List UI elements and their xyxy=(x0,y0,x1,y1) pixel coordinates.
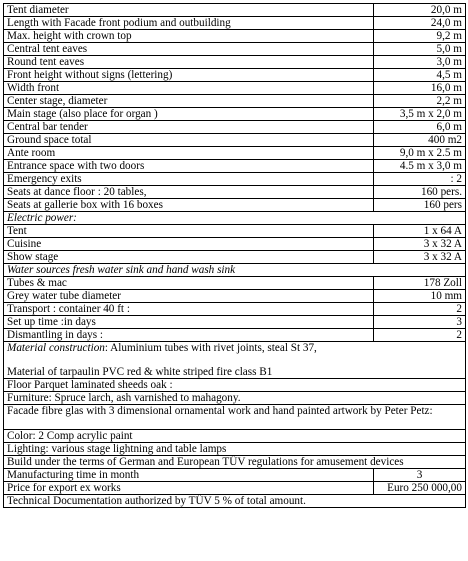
spec-row xyxy=(4,134,466,147)
price-value: Euro 250 000,00 xyxy=(374,482,466,495)
spec-label: Width front xyxy=(4,82,374,95)
spec-row xyxy=(4,17,466,30)
spec-value: 9,2 m xyxy=(374,30,466,43)
electric-row xyxy=(4,238,466,251)
documentation-note: Technical Documentation authorized by TÜV 5 % of total amount. xyxy=(4,495,466,508)
water-rows xyxy=(4,277,466,342)
lighting-note: Lighting: various stage lightning and table lamps xyxy=(4,443,466,456)
water-section xyxy=(4,264,466,277)
spec-value: 24,0 m xyxy=(374,17,466,30)
spec-label: Ground space total xyxy=(4,134,374,147)
spec-value: 3,0 m xyxy=(374,56,466,69)
main-rows xyxy=(4,4,466,212)
spec-value: 400 m2 xyxy=(374,134,466,147)
water-label: Dismantling in days : xyxy=(4,329,374,342)
electric-row xyxy=(4,251,466,264)
spec-label: Emergency exits xyxy=(4,173,374,186)
electric-heading: Electric power: xyxy=(4,212,466,225)
water-label: Set up time :in days xyxy=(4,316,374,329)
spec-label: Central tent eaves xyxy=(4,43,374,56)
material-construction-heading: Material construction xyxy=(7,342,105,354)
floor-note: Floor Parquet laminated sheeds oak : xyxy=(4,379,466,392)
spec-row xyxy=(4,82,466,95)
spec-label: Round tent eaves xyxy=(4,56,374,69)
spec-sheet xyxy=(3,3,465,508)
price-label: Price for export ex works xyxy=(4,482,374,495)
spec-row xyxy=(4,186,466,199)
material-cell xyxy=(4,342,466,379)
manufacturing-row xyxy=(4,469,466,482)
electric-label: Show stage xyxy=(4,251,374,264)
spec-value: 4.5 m x 3,0 m xyxy=(374,160,466,173)
water-value: 10 mm xyxy=(374,290,466,303)
spec-row xyxy=(4,160,466,173)
spec-row xyxy=(4,173,466,186)
spec-label: Central bar tender xyxy=(4,121,374,134)
spec-value: 2,2 m xyxy=(374,95,466,108)
water-row xyxy=(4,303,466,316)
water-value: 3 xyxy=(374,316,466,329)
spec-label: Tent diameter xyxy=(4,4,374,17)
electric-value: 3 x 32 A xyxy=(374,238,466,251)
spec-row xyxy=(4,69,466,82)
spec-label: Max. height with crown top xyxy=(4,30,374,43)
spec-row xyxy=(4,30,466,43)
spec-row xyxy=(4,108,466,121)
electric-row xyxy=(4,225,466,238)
water-row xyxy=(4,329,466,342)
build-note: Build under the terms of German and European TÜV regulations for amusement devices xyxy=(4,456,466,469)
spec-table xyxy=(3,3,466,508)
water-label: Grey water tube diameter xyxy=(4,290,374,303)
spec-row xyxy=(4,121,466,134)
spec-value: 160 pers xyxy=(374,199,466,212)
water-row xyxy=(4,277,466,290)
color-note: Color: 2 Comp acrylic paint xyxy=(4,430,466,443)
water-row xyxy=(4,290,466,303)
spec-label: Ante room xyxy=(4,147,374,160)
water-label: Tubes & mac xyxy=(4,277,374,290)
spec-label: Seats at dance floor : 20 tables, xyxy=(4,186,374,199)
spec-label: Length with Facade front podium and outbuilding xyxy=(4,17,374,30)
material-construction-text: : Aluminium tubes with rivet joints, steal St 37, xyxy=(104,342,317,354)
spec-row xyxy=(4,56,466,69)
electric-value: 3 x 32 A xyxy=(374,251,466,264)
spec-label: Center stage, diameter xyxy=(4,95,374,108)
water-value: 2 xyxy=(374,329,466,342)
spec-value: 20,0 m xyxy=(374,4,466,17)
furniture-note: Furniture: Spruce larch, ash varnished to mahagony. xyxy=(4,392,466,405)
spec-row xyxy=(4,199,466,212)
spec-row xyxy=(4,147,466,160)
electric-section xyxy=(4,212,466,225)
water-row xyxy=(4,316,466,329)
facade-note: Facade fibre glas with 3 dimensional ornamental work and hand painted artwork by Peter Petz: xyxy=(4,405,466,430)
material-section xyxy=(4,342,466,508)
spec-value: 3,5 m x 2,0 m xyxy=(374,108,466,121)
material-tarpaulin: Material of tarpaulin PVC red & white striped fire class B1 xyxy=(7,366,273,378)
water-value: 178 Zoll xyxy=(374,277,466,290)
electric-value: 1 x 64 A xyxy=(374,225,466,238)
spec-row xyxy=(4,95,466,108)
manufacturing-value: 3 xyxy=(374,469,466,482)
spec-value: 4,5 m xyxy=(374,69,466,82)
spec-value: : 2 xyxy=(374,173,466,186)
electric-rows xyxy=(4,225,466,264)
spec-row xyxy=(4,4,466,17)
water-value: 2 xyxy=(374,303,466,316)
spec-label: Entrance space with two doors xyxy=(4,160,374,173)
spec-value: 6,0 m xyxy=(374,121,466,134)
water-heading: Water sources fresh water sink and hand wash sink xyxy=(4,264,466,277)
electric-label: Tent xyxy=(4,225,374,238)
spec-value: 9,0 m x 2.5 m xyxy=(374,147,466,160)
electric-label: Cuisine xyxy=(4,238,374,251)
spec-label: Main stage (also place for organ ) xyxy=(4,108,374,121)
spec-value: 160 pers. xyxy=(374,186,466,199)
water-label: Transport : container 40 ft : xyxy=(4,303,374,316)
spec-value: 16,0 m xyxy=(374,82,466,95)
price-row xyxy=(4,482,466,495)
spec-value: 5,0 m xyxy=(374,43,466,56)
spec-label: Seats at gallerie box with 16 boxes xyxy=(4,199,374,212)
spec-label: Front height without signs (lettering) xyxy=(4,69,374,82)
spec-row xyxy=(4,43,466,56)
manufacturing-label: Manufacturing time in month xyxy=(4,469,374,482)
